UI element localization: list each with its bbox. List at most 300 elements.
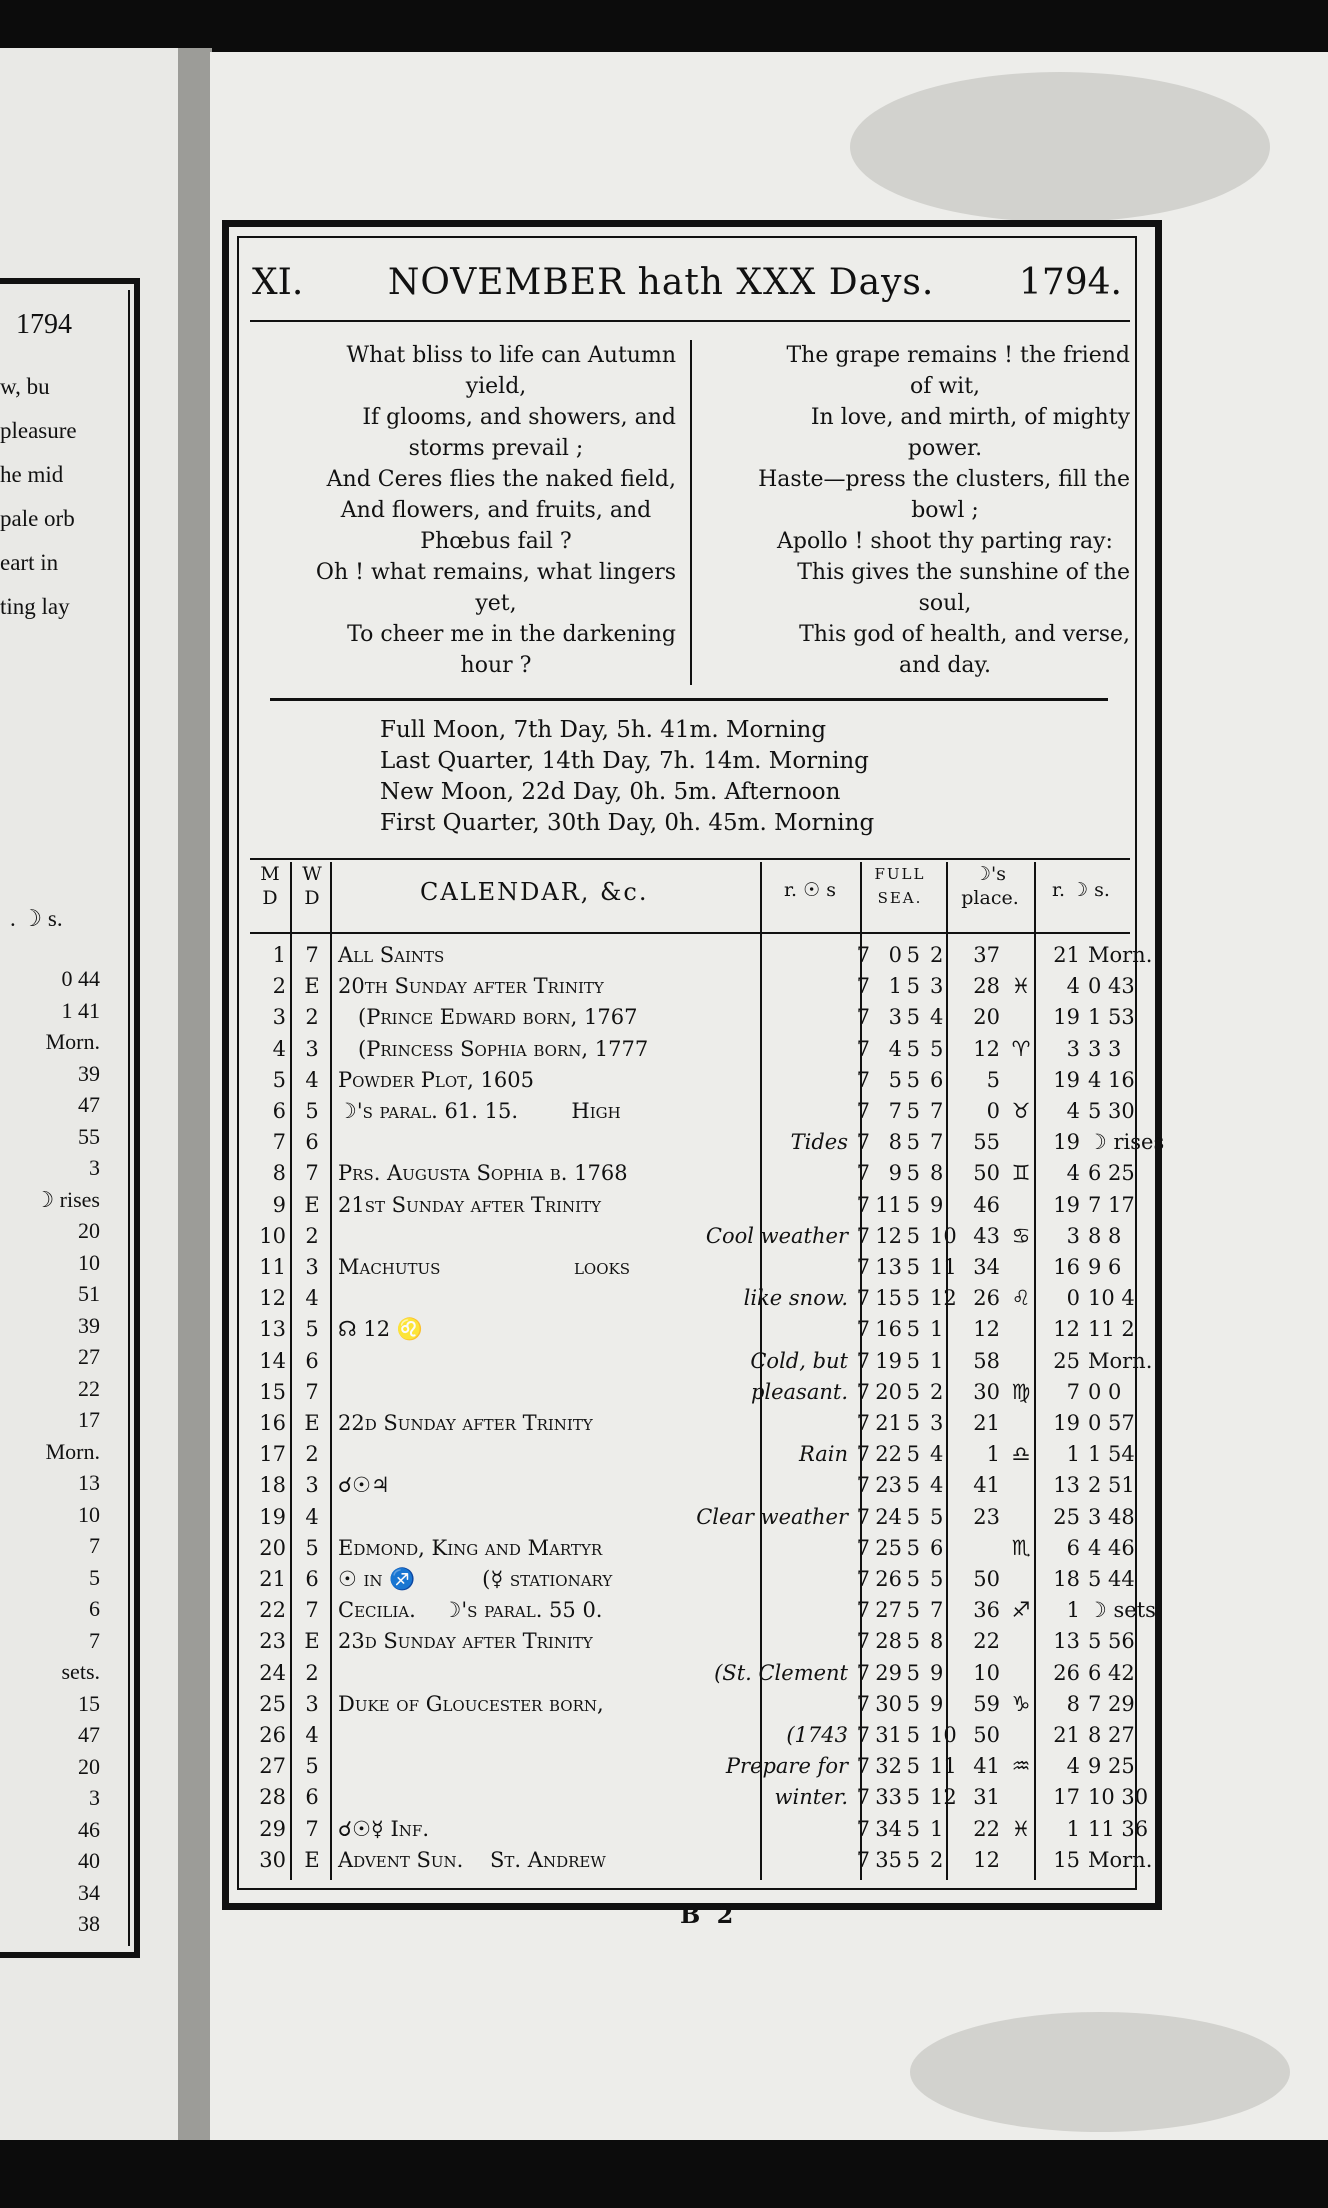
moon-place-cell: 16 xyxy=(1053,1255,1080,1279)
moon-phase-line: Full Moon, 7th Day, 5h. 41m. Morning xyxy=(380,717,827,743)
header-month-day: M D xyxy=(260,863,280,909)
week-day-cell: 5 xyxy=(305,1099,319,1123)
moon-rise-set-cell: ☽ rises xyxy=(1088,1130,1165,1155)
calendar-row xyxy=(250,1504,1135,1529)
moon-place-cell: 1 xyxy=(1066,1816,1080,1841)
month-day-cell: 22 xyxy=(259,1598,286,1623)
moon-rise-set-cell: 11 36 xyxy=(1088,1816,1149,1841)
event-cell: Tides xyxy=(790,1130,848,1155)
calendar-row xyxy=(250,1785,1149,1810)
event-cell: Cold, but xyxy=(750,1348,848,1373)
previous-page-number: Morn. xyxy=(45,1438,100,1464)
full-sea-minute-cell: 5 xyxy=(986,1067,1000,1092)
full-sea-minute-cell: 0 xyxy=(986,1099,1000,1123)
verse-rule xyxy=(270,698,1108,701)
week-day-cell: 2 xyxy=(305,1660,319,1685)
month-day-cell: 27 xyxy=(259,1754,286,1779)
moon-rise-set-cell: 1 53 xyxy=(1088,1005,1135,1030)
full-sea-minute-cell: 50 xyxy=(973,1567,1000,1591)
sun-set-cell: 5 xyxy=(906,1723,920,1747)
moon-rise-set-cell: 8 8 xyxy=(1088,1223,1122,1248)
moon-rise-set-cell: 0 57 xyxy=(1088,1411,1135,1435)
verse-line: To cheer me in the darkening xyxy=(347,622,676,647)
moon-rise-set-cell: 9 6 xyxy=(1088,1255,1122,1279)
week-day-cell: 3 xyxy=(305,1691,319,1716)
sun-hour-cell: 7 xyxy=(856,1754,870,1779)
week-day-cell: E xyxy=(304,974,320,999)
sun-hour-cell: 7 xyxy=(856,1847,870,1872)
sun-set-cell: 5 xyxy=(906,1660,920,1685)
month-day-cell: 30 xyxy=(259,1847,286,1872)
verse-line: storms prevail ; xyxy=(408,436,584,461)
week-day-cell: 4 xyxy=(305,1504,319,1529)
calendar-row xyxy=(250,1067,1135,1092)
event-cell: (Princess Sophia born, 1777 xyxy=(338,1036,649,1061)
event-cell: Prepare for xyxy=(725,1754,848,1779)
moon-rise-set-cell: 8 27 xyxy=(1088,1723,1135,1747)
zodiac-sign-cell: ♍ xyxy=(1011,1379,1031,1404)
calendar-row xyxy=(250,974,1135,999)
calendar-row xyxy=(250,1816,1149,1841)
moon-place-cell: 12 xyxy=(1053,1317,1080,1342)
previous-page-verse-line: pleasure xyxy=(0,418,77,443)
sun-set-cell: 5 xyxy=(906,1005,920,1030)
moon-place-cell: 1 xyxy=(1066,1598,1080,1623)
full-sea-minute-cell: 59 xyxy=(973,1691,1000,1716)
previous-page-number: 0 44 xyxy=(61,966,100,991)
full-sea-hour-cell: 8 xyxy=(930,1161,944,1186)
verse-line: This god of health, and verse, xyxy=(799,622,1130,647)
moon-rise-set-cell: 4 16 xyxy=(1088,1067,1135,1092)
full-sea-hour-cell: 12 xyxy=(930,1785,957,1810)
event-cell: All Saints xyxy=(338,943,445,967)
full-sea-minute-cell: 12 xyxy=(973,1317,1000,1342)
moon-rise-set-cell: 3 48 xyxy=(1088,1504,1135,1529)
zodiac-sign-cell: ♊ xyxy=(1011,1161,1031,1186)
full-sea-minute-cell: 34 xyxy=(973,1255,1000,1279)
previous-page-number: 13 xyxy=(78,1470,100,1495)
event-cell: 23d Sunday after Trinity xyxy=(338,1629,593,1654)
folio-signature: B 2 xyxy=(680,1900,738,1929)
week-day-cell: E xyxy=(304,1629,320,1654)
previous-page-number: 47 xyxy=(78,1722,100,1747)
month-header xyxy=(252,262,1122,312)
previous-page-number: sets. xyxy=(61,1659,100,1684)
sun-set-cell: 5 xyxy=(906,1192,920,1217)
sun-minute-cell: 5 xyxy=(888,1067,902,1092)
previous-page-number: 47 xyxy=(78,1092,100,1117)
sun-set-cell: 5 xyxy=(906,1255,920,1279)
event-cell: Cool weather xyxy=(705,1223,848,1248)
month-numeral: XI. xyxy=(252,262,304,303)
previous-page-number: 6 xyxy=(89,1596,100,1621)
sun-hour-cell: 7 xyxy=(856,1099,870,1123)
header-moon-rise-set: r. ☽ s. xyxy=(1052,879,1110,901)
full-sea-hour-cell: 5 xyxy=(930,1036,944,1061)
calendar-row xyxy=(250,1256,1130,1278)
week-day-cell: E xyxy=(304,1847,320,1872)
full-sea-hour-cell: 1 xyxy=(930,1348,944,1373)
week-day-cell: 6 xyxy=(305,1130,319,1155)
sun-minute-cell: 9 xyxy=(888,1161,902,1186)
previous-page-number: 40 xyxy=(78,1848,100,1873)
verse-line: This gives the sunshine of the xyxy=(797,560,1130,585)
moon-place-cell: 19 xyxy=(1053,1130,1080,1155)
month-day-cell: 5 xyxy=(272,1067,286,1092)
full-sea-hour-cell: 10 xyxy=(930,1723,957,1747)
sun-hour-cell: 7 xyxy=(856,1567,870,1591)
sun-minute-cell: 21 xyxy=(875,1411,902,1435)
week-day-cell: 7 xyxy=(305,943,319,967)
sun-minute-cell: 29 xyxy=(875,1660,902,1685)
sun-set-cell: 5 xyxy=(906,1286,920,1311)
sun-minute-cell: 1 xyxy=(888,974,902,999)
event-cell: Edmond, King and Martyr xyxy=(338,1535,603,1560)
moon-rise-set-cell: 0 0 xyxy=(1088,1379,1122,1404)
moon-place-cell: 0 xyxy=(1066,1286,1080,1311)
week-day-cell: 4 xyxy=(305,1067,319,1092)
zodiac-sign-cell: ♓ xyxy=(1011,1816,1031,1841)
calendar-row xyxy=(250,1161,1135,1186)
calendar-row xyxy=(250,1567,1135,1591)
moon-place-cell: 25 xyxy=(1053,1504,1080,1529)
sun-hour-cell: 7 xyxy=(856,1785,870,1810)
zodiac-sign-cell: ♋ xyxy=(1011,1223,1031,1248)
moon-place-cell: 3 xyxy=(1066,1223,1080,1248)
month-day-cell: 18 xyxy=(259,1473,286,1498)
previous-page-verse-line: pale orb xyxy=(0,506,75,531)
verse-line: of wit, xyxy=(909,374,981,399)
moon-rise-set-cell: 9 25 xyxy=(1088,1754,1135,1779)
sun-set-cell: 5 xyxy=(906,1067,920,1092)
header-full-sea: FULL SEA. xyxy=(874,865,926,907)
week-day-cell: 2 xyxy=(305,1005,319,1030)
full-sea-hour-cell: 3 xyxy=(930,974,944,999)
month-day-cell: 20 xyxy=(259,1535,286,1560)
sun-minute-cell: 8 xyxy=(888,1130,902,1155)
full-sea-hour-cell: 8 xyxy=(930,1629,944,1654)
verse-line: power. xyxy=(907,436,983,461)
week-day-cell: 6 xyxy=(305,1785,319,1810)
full-sea-minute-cell: 23 xyxy=(973,1504,1000,1529)
event-cell: Advent Sun. St. Andrew xyxy=(338,1847,606,1872)
month-day-cell: 3 xyxy=(272,1005,286,1030)
moon-place-cell: 18 xyxy=(1053,1567,1080,1591)
week-day-cell: 5 xyxy=(305,1317,319,1342)
full-sea-minute-cell: 43 xyxy=(973,1223,1000,1248)
week-day-cell: 3 xyxy=(305,1473,319,1498)
sun-minute-cell: 27 xyxy=(875,1598,902,1623)
calendar-row xyxy=(250,1723,1135,1747)
month-day-cell: 21 xyxy=(259,1567,286,1591)
week-day-cell: 7 xyxy=(305,1598,319,1623)
previous-page-year: 1794 xyxy=(16,309,72,340)
moon-place-cell: 15 xyxy=(1053,1847,1080,1872)
month-day-cell: 19 xyxy=(259,1504,286,1529)
full-sea-minute-cell: 10 xyxy=(973,1660,1000,1685)
moon-place-cell: 19 xyxy=(1053,1192,1080,1217)
full-sea-minute-cell: 12 xyxy=(973,1847,1000,1872)
moon-place-cell: 21 xyxy=(1053,1723,1080,1747)
full-sea-hour-cell: 6 xyxy=(930,1535,944,1560)
moon-place-cell: 4 xyxy=(1066,974,1080,999)
previous-page-number: 7 xyxy=(89,1627,100,1653)
full-sea-hour-cell: 9 xyxy=(930,1192,944,1217)
month-day-cell: 26 xyxy=(259,1723,286,1747)
verse-line: bowl ; xyxy=(911,498,979,523)
event-cell: ☌☉♃ xyxy=(338,1473,390,1498)
week-day-cell: 4 xyxy=(305,1286,319,1311)
sun-minute-cell: 28 xyxy=(875,1629,902,1654)
sun-hour-cell: 7 xyxy=(856,1411,870,1435)
moon-place-cell: 19 xyxy=(1053,1067,1080,1092)
week-day-cell: E xyxy=(304,1192,320,1217)
previous-page-number: 34 xyxy=(78,1879,100,1905)
previous-page-number: 39 xyxy=(78,1060,100,1086)
sun-minute-cell: 33 xyxy=(875,1785,902,1810)
sun-hour-cell: 7 xyxy=(856,1723,870,1747)
week-day-cell: 7 xyxy=(305,1161,319,1186)
week-day-cell: 5 xyxy=(305,1754,319,1779)
moon-place-cell: 4 xyxy=(1066,1099,1080,1123)
verse-right-column xyxy=(700,340,1130,681)
month-day-cell: 13 xyxy=(259,1317,286,1342)
paper-stain xyxy=(850,72,1270,222)
moon-rise-set-cell: ☽ sets xyxy=(1088,1598,1156,1623)
calendar-row xyxy=(250,1473,1135,1498)
sun-minute-cell: 23 xyxy=(875,1473,902,1498)
header-calendar: CALENDAR, &c. xyxy=(420,878,649,906)
full-sea-hour-cell: 7 xyxy=(930,1099,944,1123)
zodiac-sign-cell: ♒ xyxy=(1011,1754,1031,1779)
sun-minute-cell: 25 xyxy=(875,1535,902,1560)
full-sea-hour-cell: 9 xyxy=(930,1660,944,1685)
paper-stain xyxy=(910,2012,1290,2132)
calendar-row xyxy=(250,1381,1130,1403)
moon-rise-set-cell: 10 4 xyxy=(1088,1286,1135,1311)
verse-line: The grape remains ! the friend xyxy=(786,343,1130,368)
header-week-day: W D xyxy=(302,863,322,909)
sun-minute-cell: 32 xyxy=(875,1754,902,1779)
calendar-row xyxy=(250,1317,1135,1342)
previous-page-number: 20 xyxy=(78,1218,100,1243)
previous-page-number: 5 xyxy=(89,1564,100,1590)
sun-minute-cell: 0 xyxy=(888,943,902,967)
sun-hour-cell: 7 xyxy=(856,1255,870,1279)
previous-page-fragment xyxy=(0,48,180,2168)
previous-page-number: 51 xyxy=(78,1281,100,1306)
previous-page-number: Morn. xyxy=(45,1029,100,1054)
sun-hour-cell: 7 xyxy=(856,1473,870,1498)
event-cell: like snow. xyxy=(743,1286,848,1311)
sun-hour-cell: 7 xyxy=(856,1161,870,1186)
zodiac-sign-cell: ♓ xyxy=(1011,974,1031,999)
moon-place-cell: 13 xyxy=(1053,1629,1080,1654)
month-day-cell: 9 xyxy=(272,1192,286,1217)
sun-set-cell: 5 xyxy=(906,1411,920,1435)
moon-phase-line: First Quarter, 30th Day, 0h. 45m. Morning xyxy=(380,810,875,836)
full-sea-minute-cell: 21 xyxy=(973,1411,1000,1435)
sun-minute-cell: 11 xyxy=(875,1192,902,1217)
zodiac-sign-cell: ♑ xyxy=(1011,1691,1031,1716)
full-sea-minute-cell: 22 xyxy=(973,1816,1000,1841)
sun-hour-cell: 7 xyxy=(856,1067,870,1092)
sun-hour-cell: 7 xyxy=(856,1005,870,1030)
month-day-cell: 15 xyxy=(259,1379,286,1404)
moon-rise-set-cell: 1 54 xyxy=(1088,1442,1135,1467)
event-cell: ☊ 12 ♌ xyxy=(338,1317,423,1342)
header-sun-rise-set: r. ☉ s xyxy=(784,879,836,901)
previous-page-number: 38 xyxy=(78,1911,100,1936)
month-day-cell: 29 xyxy=(259,1816,286,1841)
sun-hour-cell: 7 xyxy=(856,1660,870,1685)
full-sea-minute-cell: 41 xyxy=(973,1754,1000,1779)
full-sea-minute-cell: 28 xyxy=(973,974,1000,999)
week-day-cell: 2 xyxy=(305,1223,319,1248)
previous-page-number: 17 xyxy=(78,1407,100,1432)
previous-page-number: 39 xyxy=(78,1312,100,1338)
full-sea-hour-cell: 6 xyxy=(930,1067,944,1092)
verse-line: Haste—press the clusters, fill the xyxy=(758,467,1130,492)
moon-rise-set-cell: 3 3 xyxy=(1088,1036,1122,1061)
moon-rise-set-cell: 4 46 xyxy=(1088,1535,1135,1560)
moon-rise-set-cell: Morn. xyxy=(1088,1348,1153,1373)
previous-page-verse-line: he mid xyxy=(0,462,64,487)
month-day-cell: 1 xyxy=(272,943,286,967)
full-sea-minute-cell: 46 xyxy=(973,1192,1000,1217)
previous-page-verse-line: w, bu xyxy=(0,374,50,399)
moon-place-cell: 4 xyxy=(1066,1161,1080,1186)
sun-set-cell: 5 xyxy=(906,1317,920,1342)
verse-divider xyxy=(690,340,692,685)
full-sea-minute-cell: 55 xyxy=(973,1130,1000,1155)
moon-place-cell: 4 xyxy=(1066,1754,1080,1779)
sun-set-cell: 5 xyxy=(906,1348,920,1373)
sun-set-cell: 5 xyxy=(906,1629,920,1654)
event-cell: 22d Sunday after Trinity xyxy=(338,1411,593,1435)
sun-set-cell: 5 xyxy=(906,1036,920,1061)
verse-line: yet, xyxy=(475,591,517,616)
moon-phases xyxy=(380,715,874,839)
moon-rise-set-cell: 5 56 xyxy=(1088,1629,1135,1654)
verse-line: What bliss to life can Autumn xyxy=(346,343,676,368)
zodiac-sign-cell: ♎ xyxy=(1011,1442,1031,1467)
week-day-cell: 7 xyxy=(305,1379,319,1404)
moon-rise-set-cell: Morn. xyxy=(1088,1847,1153,1872)
previous-page-number: 27 xyxy=(78,1344,100,1369)
full-sea-hour-cell: 7 xyxy=(930,1130,944,1155)
event-cell: Cecilia. ☽'s paral. 55 0. xyxy=(338,1598,603,1623)
week-day-cell: 2 xyxy=(305,1442,319,1467)
full-sea-hour-cell: 4 xyxy=(930,1005,944,1030)
month-day-cell: 2 xyxy=(272,974,286,999)
moon-phase-line: Last Quarter, 14th Day, 7h. 14m. Morning xyxy=(380,748,869,774)
sun-minute-cell: 16 xyxy=(875,1317,902,1342)
sun-set-cell: 5 xyxy=(906,1785,920,1810)
previous-page-number: 20 xyxy=(78,1753,100,1779)
full-sea-minute-cell: 50 xyxy=(973,1723,1000,1747)
full-sea-hour-cell: 12 xyxy=(930,1286,957,1311)
full-sea-minute-cell: 30 xyxy=(973,1379,1000,1404)
full-sea-hour-cell: 2 xyxy=(930,1379,944,1404)
sun-hour-cell: 7 xyxy=(856,1223,870,1248)
zodiac-sign-cell: ♐ xyxy=(1011,1598,1031,1623)
sun-hour-cell: 7 xyxy=(856,1535,870,1560)
moon-rise-set-cell: 6 25 xyxy=(1088,1161,1135,1186)
zodiac-sign-cell: ♌ xyxy=(1011,1286,1031,1311)
calendar-row xyxy=(250,1038,1130,1060)
month-day-cell: 17 xyxy=(259,1442,286,1467)
event-cell: Clear weather xyxy=(696,1504,848,1529)
sun-hour-cell: 7 xyxy=(856,1317,870,1342)
sun-minute-cell: 13 xyxy=(875,1255,902,1279)
event-cell: Powder Plot, 1605 xyxy=(338,1067,534,1092)
week-day-cell: 4 xyxy=(305,1723,319,1747)
calendar-row xyxy=(250,1754,1135,1779)
full-sea-hour-cell: 4 xyxy=(930,1473,944,1498)
sun-hour-cell: 7 xyxy=(856,1598,870,1623)
verse-line: Oh ! what remains, what lingers xyxy=(315,560,676,585)
week-day-cell: 3 xyxy=(305,1036,319,1061)
previous-page-number: 55 xyxy=(78,1123,100,1149)
sun-hour-cell: 7 xyxy=(856,1036,870,1061)
calendar-row xyxy=(250,1691,1135,1716)
table-top-rule xyxy=(250,858,1130,860)
event-cell: 20th Sunday after Trinity xyxy=(338,974,604,999)
moon-rise-set-cell: 0 43 xyxy=(1088,974,1135,999)
moon-place-cell: 19 xyxy=(1053,1411,1080,1435)
calendar-row xyxy=(250,1442,1135,1467)
week-day-cell: 3 xyxy=(305,1255,319,1279)
sun-minute-cell: 24 xyxy=(875,1504,902,1529)
moon-rise-set-cell: 11 2 xyxy=(1088,1317,1135,1342)
full-sea-hour-cell: 11 xyxy=(930,1255,957,1279)
month-day-cell: 12 xyxy=(259,1286,286,1311)
sun-minute-cell: 15 xyxy=(875,1286,902,1311)
event-cell: Machutus looks xyxy=(338,1255,631,1279)
sun-hour-cell: 7 xyxy=(856,1379,870,1404)
previous-page-number: 10 xyxy=(78,1501,100,1527)
moon-rise-set-cell: 7 29 xyxy=(1088,1691,1135,1716)
sun-set-cell: 5 xyxy=(906,1847,920,1872)
previous-page-number: 3 xyxy=(89,1155,100,1180)
full-sea-hour-cell: 2 xyxy=(930,1847,944,1872)
sun-minute-cell: 3 xyxy=(888,1005,902,1030)
previous-page-number: 46 xyxy=(78,1816,100,1842)
sun-minute-cell: 31 xyxy=(875,1723,902,1747)
sun-minute-cell: 20 xyxy=(875,1379,902,1404)
month-day-cell: 23 xyxy=(259,1629,286,1654)
scan-bottom-margin xyxy=(0,2140,1328,2208)
calendar-row xyxy=(250,1660,1135,1685)
month-day-cell: 11 xyxy=(259,1255,286,1279)
verse-line: and day. xyxy=(898,653,992,678)
calendar-row xyxy=(250,1847,1153,1872)
full-sea-hour-cell: 10 xyxy=(930,1223,957,1248)
previous-page-verse-line: ting lay xyxy=(0,594,70,619)
moon-rise-set-cell: 10 30 xyxy=(1088,1785,1149,1810)
previous-page-number: 3 xyxy=(89,1785,100,1810)
previous-page-number: 10 xyxy=(78,1249,100,1275)
previous-page-number: ☽ rises xyxy=(34,1186,100,1212)
zodiac-sign-cell: ♉ xyxy=(1011,1099,1031,1123)
month-day-cell: 4 xyxy=(272,1036,286,1061)
sun-set-cell: 5 xyxy=(906,1816,920,1841)
verse-line: Apollo ! shoot thy parting ray: xyxy=(777,529,1113,554)
moon-place-cell: 21 xyxy=(1053,943,1080,967)
sun-set-cell: 5 xyxy=(906,1598,920,1623)
sun-minute-cell: 19 xyxy=(875,1348,902,1373)
